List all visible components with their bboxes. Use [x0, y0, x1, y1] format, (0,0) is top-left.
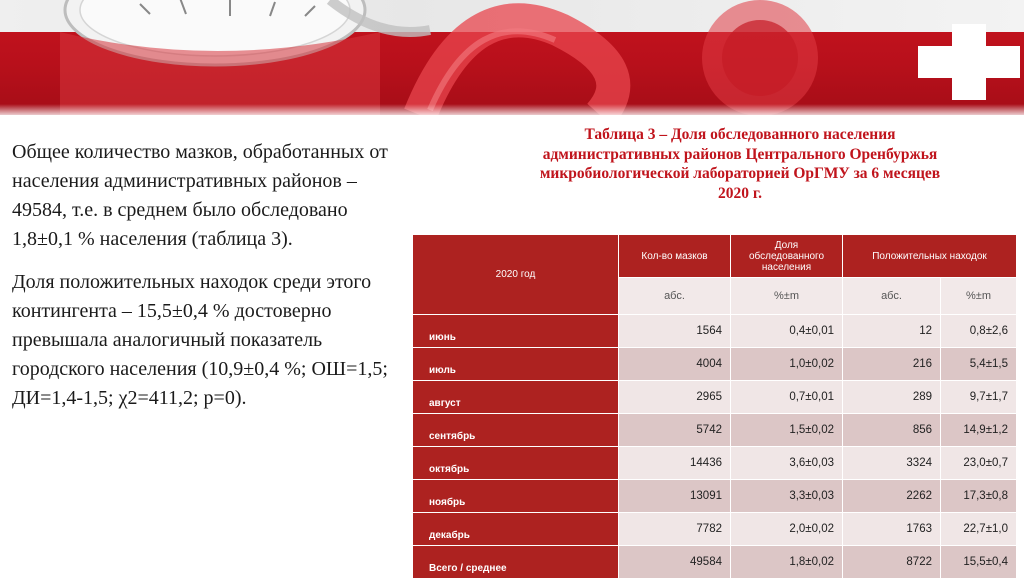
caption-line-1: Таблица 3 – Доля обследованного населения — [584, 126, 896, 143]
subheader-abs-1: абс. — [619, 278, 731, 315]
row-month: декабрь — [413, 513, 619, 546]
cell-share: 0,7±0,01 — [731, 381, 843, 414]
subheader-pct-2: %±m — [941, 278, 1017, 315]
cell-positive-abs: 12 — [843, 315, 941, 348]
cell-share: 1,5±0,02 — [731, 414, 843, 447]
table-header-row — [413, 235, 1017, 278]
cell-positive-abs: 3324 — [843, 447, 941, 480]
cell-positive-pct: 9,7±1,7 — [941, 381, 1017, 414]
cell-positive-abs: 2262 — [843, 480, 941, 513]
cell-positive-pct: 23,0±0,7 — [941, 447, 1017, 480]
table-row — [413, 447, 1017, 480]
row-month: август — [413, 381, 619, 414]
subheader-pct-1: %±m — [731, 278, 843, 315]
table-row — [413, 513, 1017, 546]
cell-positive-abs: 8722 — [843, 546, 941, 579]
cell-share: 1,8±0,02 — [731, 546, 843, 579]
cell-smears: 2965 — [619, 381, 731, 414]
cell-positive-abs: 1763 — [843, 513, 941, 546]
cell-positive-pct: 17,3±0,8 — [941, 480, 1017, 513]
header-smears: Кол-во мазков — [619, 235, 731, 278]
subheader-abs-2: абс. — [843, 278, 941, 315]
row-month: сентябрь — [413, 414, 619, 447]
cell-smears: 14436 — [619, 447, 731, 480]
header-positive-findings: Положительных находок — [843, 235, 1017, 278]
row-month: ноябрь — [413, 480, 619, 513]
table-row — [413, 381, 1017, 414]
cell-share: 2,0±0,02 — [731, 513, 843, 546]
caption-line-4: 2020 г. — [717, 184, 763, 202]
cell-smears: 49584 — [619, 546, 731, 579]
header-banner — [0, 0, 1024, 115]
row-month: июнь — [413, 315, 619, 348]
cell-share: 3,6±0,03 — [731, 447, 843, 480]
row-month: июль — [413, 348, 619, 381]
cell-share: 3,3±0,03 — [731, 480, 843, 513]
cell-positive-pct: 22,7±1,0 — [941, 513, 1017, 546]
header-examined-share: Доля обследованного населения — [731, 235, 843, 278]
paragraph-positive-share: Доля положительных находок среди этого контингента – 15,5±0,4 % достоверно превышала аналогичный показатель городского населения (10,9±0,4 %; ОШ=1,5; ДИ=1,4-1,5; χ2=411,2; р=0). — [12, 271, 388, 409]
cell-positive-abs: 856 — [843, 414, 941, 447]
table-row — [413, 414, 1017, 447]
cell-positive-pct: 0,8±2,6 — [941, 315, 1017, 348]
caption-line-2: административных районов Центрального Оренбуржья — [542, 145, 938, 163]
cell-smears: 5742 — [619, 414, 731, 447]
body-text — [12, 138, 392, 427]
cell-positive-pct: 5,4±1,5 — [941, 348, 1017, 381]
table-row — [413, 480, 1017, 513]
data-table — [412, 234, 1017, 579]
row-total-label: Всего / среднее — [413, 546, 619, 579]
row-month: октябрь — [413, 447, 619, 480]
table-caption — [470, 125, 1010, 203]
medical-cross-icon — [914, 22, 1024, 102]
header-year: 2020 год — [413, 235, 619, 315]
cell-positive-pct: 15,5±0,4 — [941, 546, 1017, 579]
cell-share: 0,4±0,01 — [731, 315, 843, 348]
stethoscope-image — [0, 0, 1024, 115]
cell-positive-pct: 14,9±1,2 — [941, 414, 1017, 447]
paragraph-total-smears: Общее количество мазков, обработанных от населения административных районов – 49584, т.е. в среднем было обследовано 1,8±0,1 % населения (таблица 3). — [12, 141, 388, 250]
caption-line-3: микробиологической лабораторией ОрГМУ за 6 месяцев — [539, 165, 941, 182]
cell-share: 1,0±0,02 — [731, 348, 843, 381]
table-row — [413, 315, 1017, 348]
cell-smears: 13091 — [619, 480, 731, 513]
banner-fade — [0, 104, 1024, 115]
table-row — [413, 348, 1017, 381]
cell-positive-abs: 216 — [843, 348, 941, 381]
cell-smears: 7782 — [619, 513, 731, 546]
cell-smears: 4004 — [619, 348, 731, 381]
cell-positive-abs: 289 — [843, 381, 941, 414]
cell-smears: 1564 — [619, 315, 731, 348]
